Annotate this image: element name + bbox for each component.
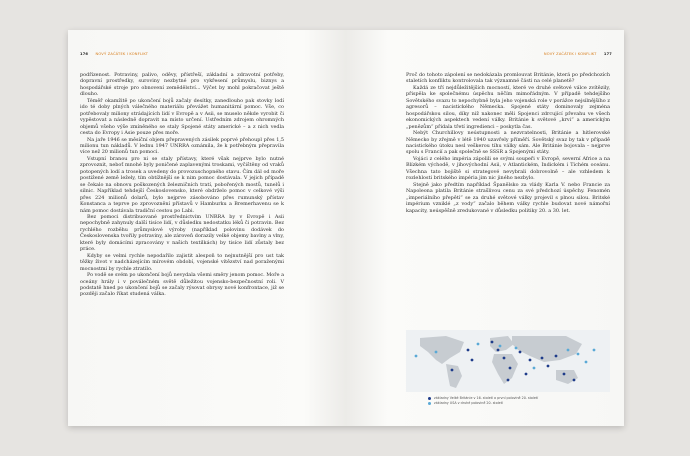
british-base-marker (503, 357, 506, 360)
paragraph: Po vodě se svém po ukončení bojů nevydala všemi směry jenom pomoc. Moře a oceány hrály i v poválečném světě důležitou vojensko-bezpečnostní roli. V podstatě hned po ukončení bojů se začaly rýsovat obrysy nové konfrontace, již se později začalo říkat studená válka. (80, 272, 284, 298)
us-base-marker (415, 355, 418, 358)
british-base-marker (541, 357, 544, 360)
british-base-marker (547, 365, 550, 368)
paragraph: Každá ze tří nejdůležitějších mocností, které ve druhé světové válce zvítězily, přispěla ke společnému úspěchu něčím mimořádným. V případě tehdejšího Sovětského svazu to nepochybně byla jeho vojenská role v porážce nejsilnějšího z agresorů – nacistického Německa. Spojené státy dominovaly zejména hospodářskou silou, díky níž nakonec měli Spojenci zdrcující převahu ve všech ekonomických aspektech vedení války. Británie k světové „krvi“ a americkým „penězům“ přidala třetí ingredienci – poskytla čas. (406, 84, 610, 130)
paragraph: Nebýt Churchillovy neústupnosti a nezvratelnosti, Británie a hitlerovské Německo by zřejmě v létě 1940 uzavřely příměří. Sovětský svaz by tak v případě nacistického útoku nesl veškerou tíhu války sám. Ale Británie bojovala – nejprve spolu s Francií a pak společně se SSSR a Spojenými státy. (406, 130, 610, 156)
us-base-marker (533, 367, 536, 370)
south-america-shape (446, 364, 462, 388)
british-base-marker (529, 359, 532, 362)
us-base-marker (435, 351, 438, 354)
us-base-marker (499, 345, 502, 348)
book-spread (68, 30, 624, 426)
europe-shape (490, 336, 514, 352)
paragraph: podřízenost. Potraviny, palivo, oděvy, přístřeší, základní a zdravotní potřeby, dopravní prostředky, suroviny nezbytné pro vykřesení průmyslu, biznys a hospodářské stroje pro obnovení zemědělství... Výčet by mohl pokračovat ještě dlouho. (80, 72, 284, 98)
british-base-marker (555, 355, 558, 358)
paragraph: Stejně jako předtím například Španělsko za vlády Karla V. nebo Francie za Napoleona platila Británie strašlivou cenu za své předchozí úspěchy. Fenomén „imperiálního přepětí“ se za druhé světové války projevil s plnou silou. Britské impérium vzniklé „z vody“ začalo během války rychle budovat nové námořní kapacity, neúspěšně zredukované v důsledku politiky 20. a 30. let. (406, 181, 610, 214)
british-base-marker (467, 349, 470, 352)
british-base-marker (471, 359, 474, 362)
us-base-marker (593, 349, 596, 352)
world-bases-map (406, 330, 610, 392)
land-masses (420, 336, 582, 388)
paragraph: Bez pomoci distribuované prostřednictvím UNRRA by v Evropě i Asii nepochybně zahynuly další tisíce lidí, v důsledku nedostatku léků či potravin. Bez rychlého rozběhu průmyslové výroby (například polovinu dodávek do Československa tvořily potraviny, ale zároveň dorazily velké objemy bavlny a vlny, které byly domácími zpracovány v našich textilkách) by tisíce lidí zůstaly bez práce. (80, 213, 284, 253)
british-base-marker (563, 373, 566, 376)
left-page-body (80, 72, 284, 298)
running-head: NOVÝ ZAČÁTEK I KONFLIKT (543, 52, 597, 56)
right-page-body (406, 72, 610, 214)
british-base-marker (507, 379, 510, 382)
british-base-marker (497, 349, 500, 352)
british-base-marker (573, 379, 576, 382)
british-base-marker (491, 341, 494, 344)
paragraph: Kdyby se velmi rychle nepodařilo zajistit alespoň to nejnutnější pro ust tak těžky život v nadcházejícím mírovém období, vojenské vítězství nad poraženými mocnostmi by rychle ztratilo. (80, 252, 284, 272)
right-page (346, 30, 624, 426)
page-number: 176 (80, 52, 89, 56)
paragraph: Na jaře 1946 se měsíční objem přepravených zásilek poprvé přehoupl přes 1,5 milionu tun nákladů. V lednu 1947 UNRRA oznámila, že k potřebným přepravila více než 20 milionů tun pomoci. (80, 136, 284, 156)
paragraph: Proč do tohoto zápolení se nedokázala promlouvat Británie, která po předchozích staletích konfliktu kontrolovala tak významné části na celé planetě? (406, 72, 610, 85)
left-page-header (80, 52, 148, 56)
us-base-legend-dot (428, 402, 431, 405)
page-number: 177 (603, 52, 612, 56)
north-america-shape (420, 336, 464, 364)
us-base-marker (567, 349, 570, 352)
right-page-header (544, 52, 612, 56)
british-base-marker (509, 367, 512, 370)
paragraph: Téměř okamžitě po ukončení bojů začaly desítky, zanedlouho pak stovky lodí ido té doby plných válečného materiálu převážet humanitární pomoc. Vše, co potřebovaly miliony strádajících lidí v Evropě a v Asii, se muselo někde vyrobit či vypěstovat a následně dopravit na místo určení. Ustředním zdrojem ohromných objemů všeho výše zmíněného se staly Spojené státy americké – a z nich vedla cesta do Evropy i Asie pouze přes moře. (80, 97, 284, 137)
legend-label: základny USA v druhé polovině 20. století (434, 401, 503, 406)
us-base-marker (477, 343, 480, 346)
running-head: NOVÝ ZAČÁTEK I KONFLIKT (95, 52, 149, 56)
british-base-marker (525, 373, 528, 376)
legend-label: základny Velké Británie v 16. století a první polovině 20. století (434, 396, 539, 400)
left-page (68, 30, 346, 426)
legend-item-us (428, 401, 538, 406)
us-base-marker (585, 361, 588, 364)
map-legend (428, 396, 538, 406)
us-base-marker (577, 353, 580, 356)
british-base-marker (451, 369, 454, 372)
british-base-marker (519, 351, 522, 354)
paragraph: Vstupní branou pro ni se staly přístavy, které však nejprve bylo nutné zprovoznit, neboť mnohé byly poničené zaplavenými troskami, vyčištěny od vraků potopených lodí a trosek a uvedeny do provozuschopného stavu. Čím dál od moře postižené země ležely, tím obtížnější se k nim pomoc dostávala. V jejich případě se čekalo na obnovu poškozených železničních tratí, pobořených mostů, tunelů i silnic. Například tehdejší Československo, které obdrželo pomoc v celkové výši přes 224 milionů dolarů, bylo nejprve zásobováno přes rumunský přístav Konstanca a teprve po zprovoznění přístavů v Hamburku a Bremerhavenu se k nám pomoc dostávala tradiční cestou po Labi. (80, 155, 284, 214)
asia-shape (512, 336, 582, 362)
world-map-graphic (406, 330, 610, 392)
australia-shape (556, 370, 578, 384)
us-base-marker (515, 347, 518, 350)
british-base-legend-dot (428, 397, 431, 400)
paragraph: Vojáci z celého impéria zápolili se svými soupeři v Evropě, severní Africe a na Blízkém východě, v jihovýchodní Asii, v Atlantickém, Indickém i Tichém oceánu. Všechna tato bojiště si strategové nevybrali dobrovolně – ale vzhledem k rozlehlosti britského impéria jim nic jiného nezbylo. (406, 155, 610, 182)
